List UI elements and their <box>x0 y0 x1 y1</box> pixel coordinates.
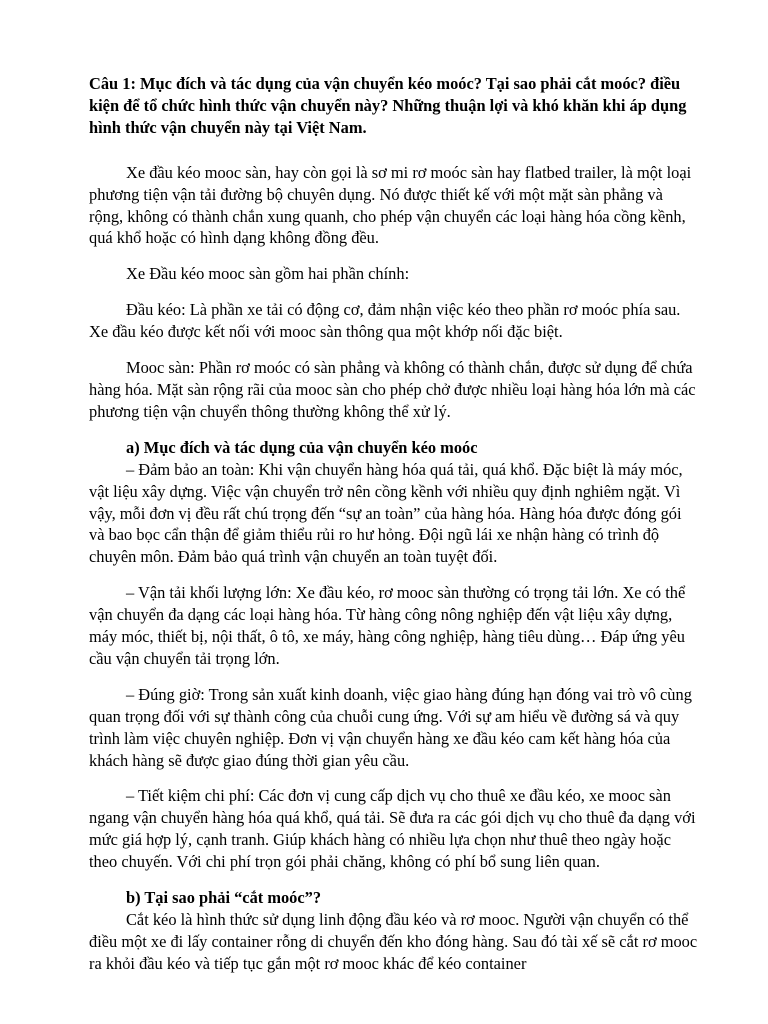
section-a-paragraph-cost: – Tiết kiệm chi phí: Các đơn vị cung cấp dịch vụ cho thuê xe đầu kéo, xe mooc sàn ngang vận chuyển hàng hóa quá khổ, quá tải. Sẽ đưa ra các gói dịch vụ cho thuê đa dạng với mức giá hợp lý, cạnh tranh. Giúp khách hàng có nhiều lựa chọn như thuê theo ngày hoặc theo chuyến. Với chi phí trọn gói phải chăng, không có phí bổ sung liên quan. <box>89 786 696 872</box>
intro-paragraph-flatbed: Xe đầu kéo mooc sàn, hay còn gọi là sơ mi rơ moóc sàn hay flatbed trailer, là một loại phương tiện vận tải đường bộ chuyên dụng. Nó được thiết kế với một mặt sàn phẳng và rộng, không có thành chắn xung quanh, cho phép vận chuyển các loại hàng hóa cồng kềnh, quá khổ hoặc có hình dạng không đồng đều. <box>89 162 692 248</box>
section-a-paragraph-ontime: – Đúng giờ: Trong sản xuất kinh doanh, việc giao hàng đúng hạn đóng vai trò vô cùng quan trọng đối với sự thành công của chuỗi cung ứng. Với sự am hiểu về đường sá và quy trình làm việc chuyên nghiệp. Đơn vị vận chuyển hàng xe đầu kéo cam kết hàng hóa của khách hàng sẽ được giao đúng thời gian yêu cầu. <box>89 684 692 770</box>
section-a-paragraph-safety: – Đảm bảo an toàn: Khi vận chuyển hàng hóa quá tải, quá khổ. Đặc biệt là máy móc, vật liệu xây dựng. Việc vận chuyển trở nên cồng kềnh với nhiều quy định nghiêm ngặt. Vì vậy, mỗi đơn vị đều rất chú trọng đến “sự an toàn” của hàng hóa. Hàng hóa được đóng gói và bao bọc cẩn thận để giảm thiểu rủi ro hư hỏng. Đội ngũ lái xe nhận hàng có trình độ chuyên môn. Đảm bảo quá trình vận chuyển an toàn tuyệt đối. <box>89 459 683 567</box>
section-a-heading: a) Mục đích và tác dụng của vận chuyển kéo moóc <box>126 437 478 457</box>
intro-paragraph-parts: Xe Đầu kéo mooc sàn gồm hai phần chính: <box>126 264 410 284</box>
intro-paragraph-tractor: Đầu kéo: Là phần xe tải có động cơ, đảm nhận việc kéo theo phần rơ moóc phía sau. Xe đầu kéo được kết nối với mooc sàn thông qua một khớp nối đặc biệt. <box>89 300 681 342</box>
intro-paragraph-trailer: Mooc sàn: Phần rơ moóc có sàn phẳng và không có thành chắn, được sử dụng để chứa hàng hóa. Mặt sàn rộng rãi của mooc sàn cho phép chở được nhiều loại hàng hóa lớn mà các phương tiện vận chuyển thông thường không thể xử lý. <box>89 358 696 421</box>
document-page <box>89 73 701 989</box>
section-a-paragraph-volume: – Vận tải khối lượng lớn: Xe đầu kéo, rơ mooc sàn thường có trọng tải lớn. Xe có thể vận chuyển đa dạng các loại hàng hóa. Từ hàng công nông nghiệp đến vật liệu xây dựng, máy móc, thiết bị, nội thất, ô tô, xe máy, hàng công nghiệp, hàng tiêu dùng… Đáp ứng yêu cầu vận chuyển tải trọng lớn. <box>89 583 686 668</box>
section-b-paragraph: Cắt kéo là hình thức sử dụng linh động đầu kéo và rơ mooc. Người vận chuyển có thể điều một xe đi lấy container rỗng di chuyển đến kho đóng hàng. Sau đó tài xế sẽ cắt rơ mooc ra khỏi đầu kéo và tiếp tục gắn một rơ mooc khác để kéo container <box>89 910 698 973</box>
section-b-heading: b) Tại sao phải “cắt moóc”? <box>126 888 322 908</box>
question-title: Câu 1: Mục đích và tác dụng của vận chuyển kéo moóc? Tại sao phải cắt moóc? điều kiện để tổ chức hình thức vận chuyển này? Những thuận lợi và khó khăn khi áp dụng hình thức vận chuyển này tại Việt Nam. <box>89 74 687 137</box>
